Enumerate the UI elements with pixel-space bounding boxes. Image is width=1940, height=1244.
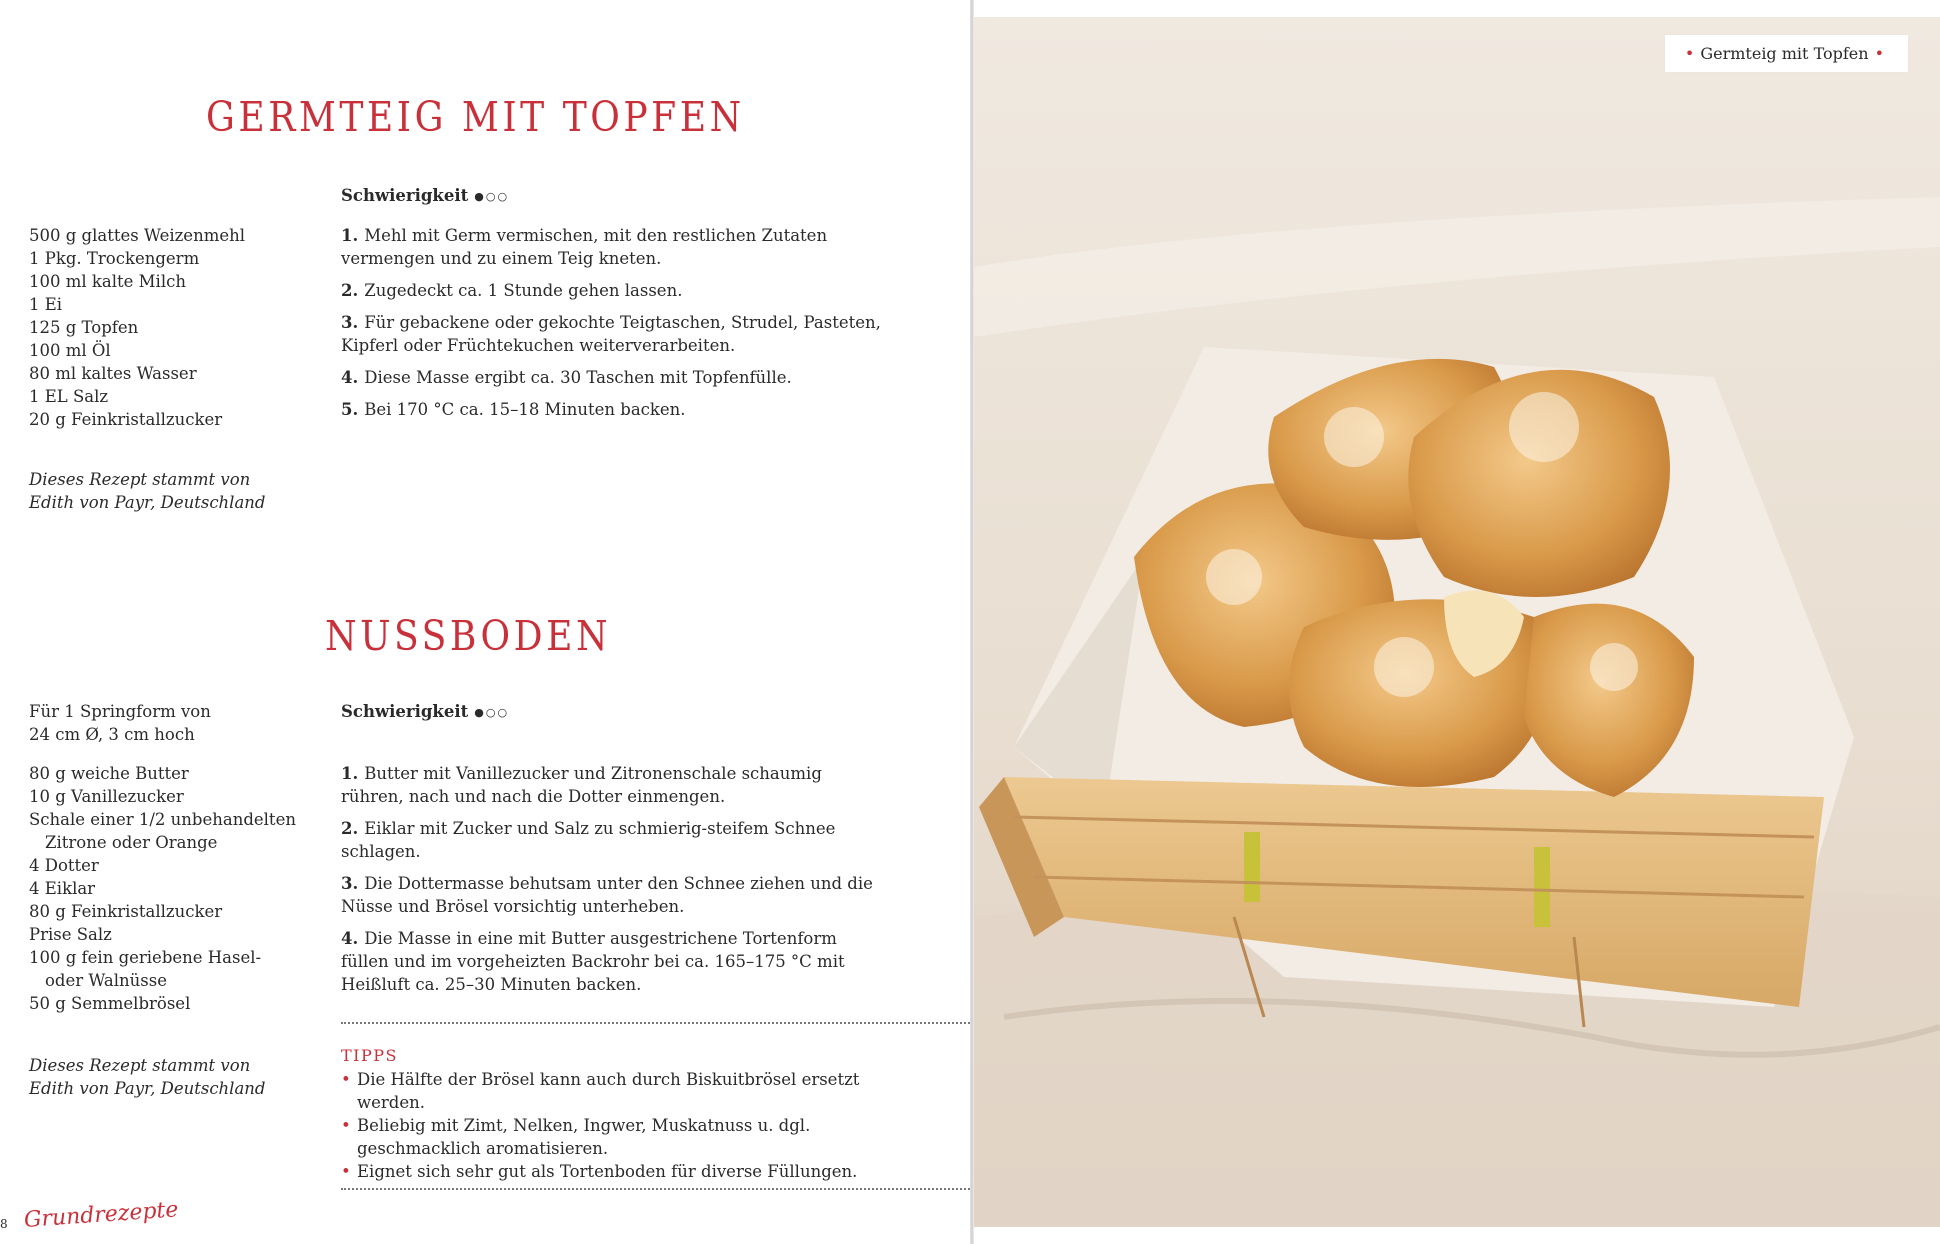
step-item: 2. Zugedeckt ca. 1 Stunde gehen lassen. (341, 281, 683, 300)
ingredient-item: 1 EL Salz (29, 387, 109, 406)
recipe2-title: NUSSBODEN (325, 612, 612, 660)
credit-author: Edith von Payr, Deutschland (29, 1079, 266, 1098)
step-item: 3. Für gebackene oder gekochte Teigtaschen, Strudel, Pasteten, Kipferl oder Früchtekuchen weiterverarbeiten. (341, 313, 881, 355)
tip-item: • Die Hälfte der Brösel kann auch durch Biskuitbrösel ersetzt werden. (341, 1070, 860, 1112)
ingredient-item: Prise Salz (29, 925, 112, 944)
recipe2-steps (341, 762, 881, 996)
footer-brand-logo: Grundrezepte (23, 1197, 180, 1233)
difficulty-dots-icon: ●○○ (474, 706, 510, 719)
photo-caption-text: Germteig mit Topfen (1700, 44, 1869, 63)
credit-line: Dieses Rezept stammt von (29, 470, 251, 489)
ingredient-item: 100 ml Öl (29, 341, 111, 360)
credit-author: Edith von Payr, Deutschland (29, 493, 266, 512)
bullet-icon: • (341, 1116, 351, 1135)
tips-divider-bottom (341, 1188, 970, 1190)
bullet-icon: • (341, 1162, 351, 1181)
form-line: Für 1 Springform von (29, 702, 211, 721)
basket-tie (1534, 847, 1550, 927)
step-item: 4. Diese Masse ergibt ca. 30 Taschen mit Topfenfülle. (341, 368, 792, 387)
ingredient-item: 4 Dotter (29, 856, 99, 875)
ingredient-item: 500 g glattes Weizenmehl (29, 226, 246, 245)
tips-title: TIPPS (341, 1046, 398, 1065)
recipe2-form (29, 700, 211, 746)
recipe1-difficulty (341, 186, 509, 205)
tip-item: • Eignet sich sehr gut als Tortenboden für diverse Füllungen. (341, 1162, 858, 1181)
bullet-icon: • (1874, 44, 1884, 63)
bullet-icon: • (341, 1070, 351, 1089)
recipe1-title: GERMTEIG MIT TOPFEN (206, 93, 745, 141)
ingredient-item: Schale einer 1/2 unbehandelten Zitrone oder Orange (29, 810, 296, 852)
recipe1-ingredients (29, 224, 245, 431)
credit-line: Dieses Rezept stammt von (29, 1056, 251, 1075)
tip-item: • Beliebig mit Zimt, Nelken, Ingwer, Muskatnuss u. dgl. geschmacklich aromatisieren. (341, 1116, 811, 1158)
recipe1-steps (341, 224, 881, 421)
ingredient-item: 20 g Feinkristallzucker (29, 410, 223, 429)
step-item: 4. Die Masse in eine mit Butter ausgestrichene Tortenform füllen und im vorgeheizten Backrohr bei ca. 165–175 °C mit Heißluft ca. 25–30 Minuten backen. (341, 929, 845, 994)
basket-tie (1244, 832, 1260, 902)
step-item: 5. Bei 170 °C ca. 15–18 Minuten backen. (341, 400, 686, 419)
recipe1-difficulty-label: Schwierigkeit (341, 186, 469, 205)
ingredient-item: 100 ml kalte Milch (29, 272, 186, 291)
recipe2-ingredients (29, 762, 299, 1015)
tips-list (341, 1068, 881, 1183)
ingredient-item: 1 Pkg. Trockengerm (29, 249, 200, 268)
right-page (974, 0, 1940, 1244)
recipe2-credit (29, 1054, 266, 1100)
page-number: 8 (0, 1217, 8, 1231)
bullet-icon: • (1684, 44, 1695, 63)
difficulty-dots-icon: ●○○ (474, 190, 510, 203)
photo-caption-tag (1665, 35, 1908, 72)
recipe2-difficulty (341, 702, 509, 721)
ingredient-item: 80 g weiche Butter (29, 764, 189, 783)
ingredient-item: 100 g fein geriebene Hasel- oder Walnüsse (29, 948, 262, 990)
photo-illustration (974, 17, 1940, 1227)
tips-divider-top (341, 1022, 970, 1024)
ingredient-item: 125 g Topfen (29, 318, 139, 337)
ingredient-item: 80 ml kaltes Wasser (29, 364, 197, 383)
step-item: 1. Butter mit Vanillezucker und Zitronenschale schaumig rühren, nach und nach die Dotter einmengen. (341, 764, 822, 806)
ingredient-item: 50 g Semmelbrösel (29, 994, 191, 1013)
recipe1-credit (29, 468, 266, 514)
ingredient-item: 10 g Vanillezucker (29, 787, 184, 806)
step-item: 3. Die Dottermasse behutsam unter den Schnee ziehen und die Nüsse und Brösel vorsichtig unterheben. (341, 874, 873, 916)
step-item: 2. Eiklar mit Zucker und Salz zu schmierig-steifem Schnee schlagen. (341, 819, 836, 861)
form-size: 24 cm Ø, 3 cm hoch (29, 725, 195, 744)
step-item: 1. Mehl mit Germ vermischen, mit den restlichen Zutaten vermengen und zu einem Teig kneten. (341, 226, 828, 268)
pastry-basket-photo (974, 17, 1940, 1227)
recipe2-difficulty-label: Schwierigkeit (341, 702, 469, 721)
ingredient-item: 1 Ei (29, 295, 63, 314)
ingredient-item: 80 g Feinkristallzucker (29, 902, 223, 921)
ingredient-item: 4 Eiklar (29, 879, 96, 898)
